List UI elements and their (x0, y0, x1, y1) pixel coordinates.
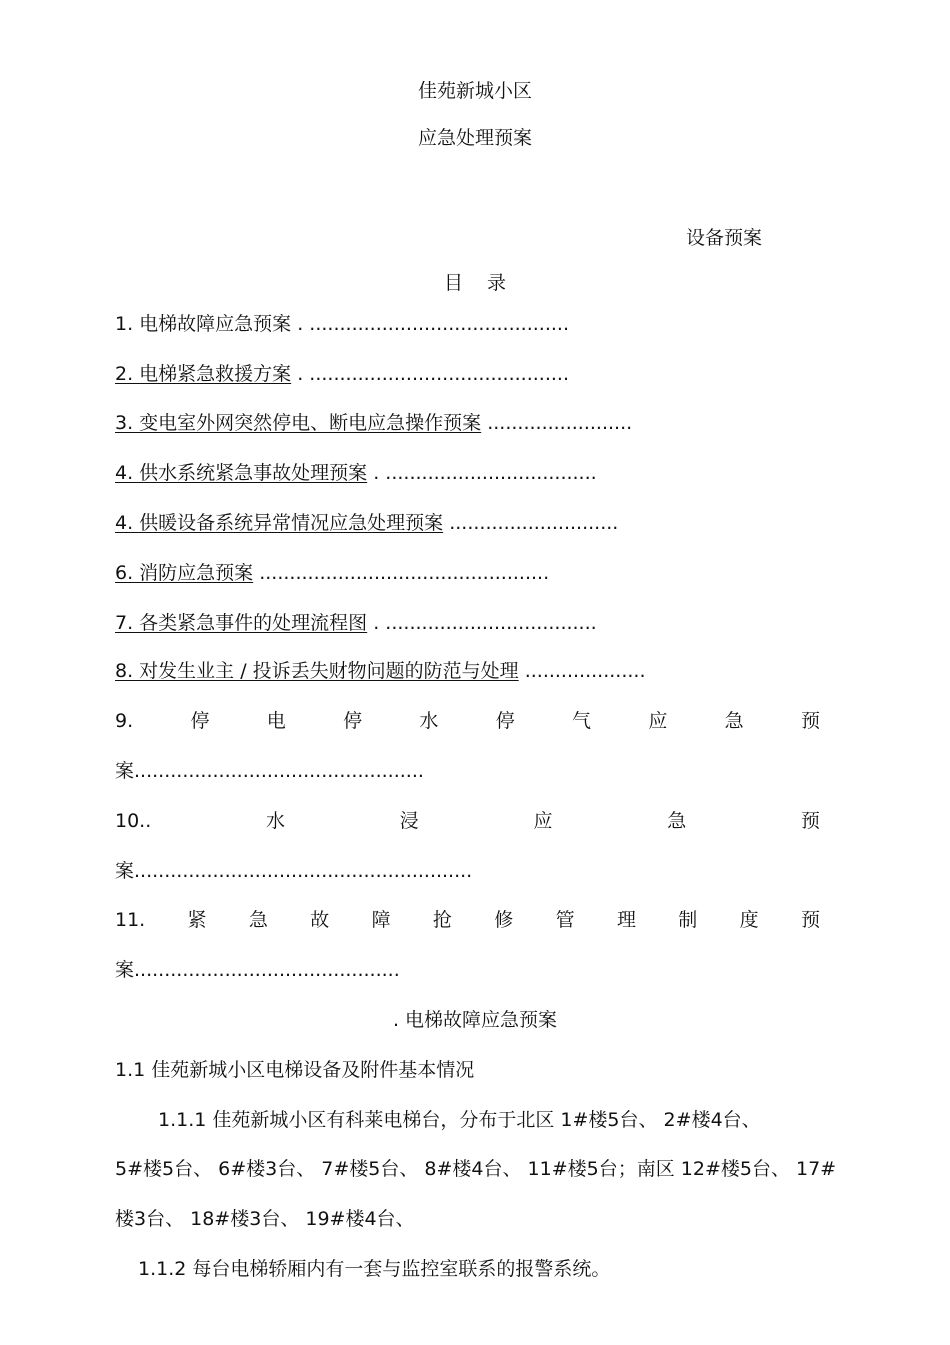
toc-item[interactable] (115, 461, 597, 485)
toc-char: 停 (495, 710, 515, 732)
toc-char: 障 (371, 909, 391, 931)
toc-leader: . ................................... (367, 612, 597, 634)
toc-heading: 目 录 (443, 272, 507, 294)
toc-leader: . ........................................... (291, 313, 569, 335)
toc-char: 应 (533, 810, 553, 832)
toc-item[interactable] (115, 611, 597, 635)
toc-char: 应 (648, 710, 668, 732)
toc-char: 9. (115, 710, 134, 732)
toc-char: 水 (419, 710, 439, 732)
toc-item[interactable] (115, 312, 569, 336)
toc-leader: . ................................... (367, 462, 597, 484)
toc-char: 紧 (187, 909, 207, 931)
paragraph-line: 1.1.1 佳苑新城小区有科莱电梯台，分布于北区 1#楼5台、 2#楼4台、 (158, 1109, 761, 1131)
toc-item[interactable] (115, 362, 569, 386)
toc-item-wrapped[interactable] (115, 908, 820, 932)
toc-item-label: 4. 供暖设备系统异常情况应急处理预案 (115, 512, 444, 534)
toc-item-label: 3. 变电室外网突然停电、断电应急操作预案 (115, 412, 482, 434)
toc-leader: .................... (518, 660, 646, 682)
toc-leader: . ........................................... (291, 363, 569, 385)
paragraph-line: 1.1.2 每台电梯轿厢内有一套与监控室联系的报警系统。 (138, 1258, 611, 1280)
toc-char: 电 (266, 710, 286, 732)
toc-char: 制 (678, 909, 698, 931)
toc-char: 急 (248, 909, 268, 931)
toc-item-tail: 案........................................................ (115, 860, 473, 882)
toc-leader: ................................................ (253, 562, 550, 584)
toc-char: 度 (739, 909, 759, 931)
paragraph-line: 5#楼5台、 6#楼3台、 7#楼5台、 8#楼4台、 11#楼5台；南区 12#楼5台、 17# (115, 1158, 837, 1180)
toc-item-label: 4. 供水系统紧急事故处理预案 (115, 462, 368, 484)
toc-char: 理 (616, 909, 636, 931)
toc-char: 停 (190, 710, 210, 732)
toc-item[interactable] (115, 561, 549, 585)
toc-char: 预 (800, 710, 820, 732)
toc-item-tail: 案................................................ (115, 760, 424, 782)
toc-char: 管 (555, 909, 575, 931)
toc-item-wrapped[interactable] (115, 709, 820, 733)
toc-char: 修 (494, 909, 514, 931)
toc-leader: ............................ (443, 512, 619, 534)
toc-item[interactable] (115, 659, 646, 683)
toc-leader: ........................ (481, 412, 633, 434)
document-subtitle: 应急处理预案 (417, 127, 532, 149)
toc-item-wrapped[interactable] (115, 809, 820, 833)
toc-char: 11. (115, 909, 146, 931)
toc-item-label: 8. 对发生业主 / 投诉丢失财物问题的防范与处理 (115, 660, 519, 682)
toc-item-label: 6. 消防应急预案 (115, 562, 254, 584)
toc-item-tail: 案............................................ (115, 959, 400, 981)
document-title: 佳苑新城小区 (417, 80, 532, 102)
toc-char: 水 (265, 810, 285, 832)
toc-item-label: 7. 各类紧急事件的处理流程图 (115, 612, 368, 634)
toc-char: 预 (800, 909, 820, 931)
toc-char: 急 (667, 810, 687, 832)
toc-char: 停 (343, 710, 363, 732)
toc-char: 预 (800, 810, 820, 832)
toc-item[interactable] (115, 411, 632, 435)
category-label: 设备预案 (686, 227, 763, 249)
section-heading: . 电梯故障应急预案 (392, 1009, 558, 1031)
toc-char: 抢 (432, 909, 452, 931)
toc-char: 急 (724, 710, 744, 732)
section-subheading: 1.1 佳苑新城小区电梯设备及附件基本情况 (115, 1059, 475, 1081)
toc-char: 浸 (399, 810, 419, 832)
toc-char: 10.. (115, 810, 152, 832)
toc-item-label: 1. 电梯故障应急预案 (115, 313, 292, 335)
toc-item[interactable] (115, 511, 618, 535)
toc-char: 故 (310, 909, 330, 931)
paragraph-line: 楼3台、 18#楼3台、 19#楼4台、 (115, 1208, 415, 1230)
toc-item-label: 2. 电梯紧急救援方案 (115, 363, 292, 385)
toc-char: 气 (572, 710, 592, 732)
